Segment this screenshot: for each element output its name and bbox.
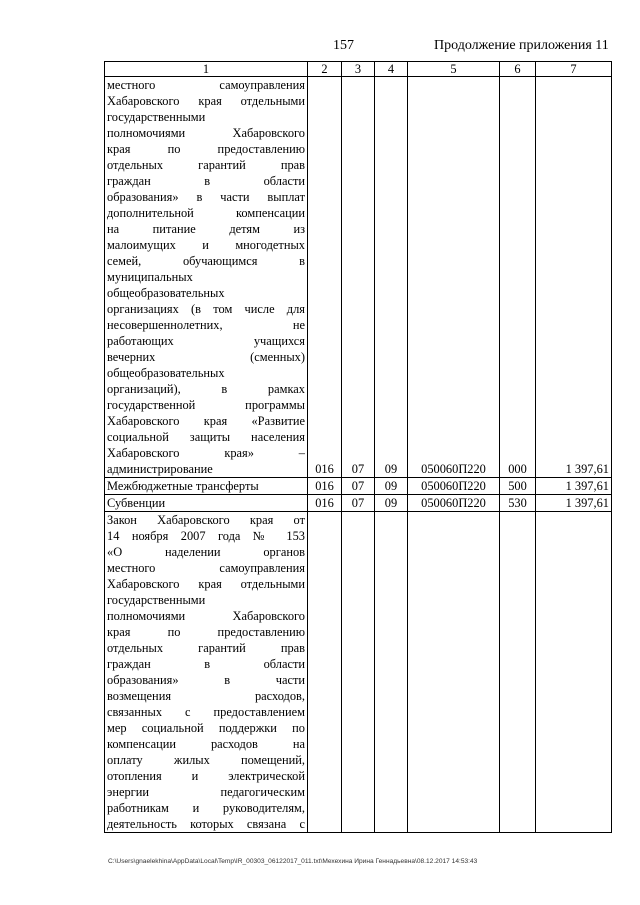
row-name-line: работающих учащихся [107, 334, 305, 348]
row-name-line: малоимущих и многодетных [107, 238, 305, 252]
row-name-line: края по предоставлению [107, 625, 305, 639]
table-row [105, 478, 612, 495]
section-code-cell [342, 512, 375, 833]
row-name-line: администрирование [107, 462, 213, 476]
row-name-line: организаций), в рамках [107, 382, 305, 396]
row-name-line: отопления и электрической [107, 769, 305, 783]
row-name-line: деятельность которых связана с [107, 817, 305, 831]
ministry-code-cell [308, 512, 342, 833]
row-name-line: государственной программы [107, 398, 305, 412]
row-name-line: Хабаровского края «Развитие [107, 414, 305, 428]
table-row [105, 495, 612, 512]
target-article-cell: 050060П220 [408, 495, 500, 512]
row-name-line: 14 ноября 2007 года № 153 [107, 529, 305, 543]
row-name-line: отдельных гарантий прав [107, 641, 305, 655]
row-name-line: граждан в области [107, 657, 305, 671]
row-name-line: муниципальных [107, 270, 193, 284]
row-name-cell [105, 495, 308, 512]
row-name-cell [105, 512, 308, 833]
row-name-line: Субвенции [107, 496, 166, 510]
target-article-cell: 050060П220 [408, 478, 500, 495]
ministry-code-cell: 016 [308, 495, 342, 512]
subsection-code-cell: 09 [375, 495, 408, 512]
section-code-cell: 07 [342, 495, 375, 512]
row-name-line: образования» в части [107, 673, 305, 687]
expense-type-cell: 530 [500, 495, 536, 512]
subsection-code-cell: 09 [375, 77, 408, 478]
amount-cell: 1 397,61 [536, 478, 612, 495]
table-row [105, 77, 612, 478]
expense-type-cell: 500 [500, 478, 536, 495]
section-code-cell: 07 [342, 478, 375, 495]
row-name-line: Закон Хабаровского края от [107, 513, 305, 527]
row-name-line: Хабаровского края отдельными [107, 94, 305, 108]
continuation-label: Продолжение приложения 11 [434, 38, 609, 53]
row-name-line: социальной защиты населения [107, 430, 305, 444]
row-name-line: отдельных гарантий прав [107, 158, 305, 172]
row-name-line: граждан в области [107, 174, 305, 188]
budget-table [104, 61, 612, 833]
row-name-line: Хабаровского края» – [107, 446, 305, 460]
expense-type-cell [500, 512, 536, 833]
row-name-line: возмещения расходов, [107, 689, 305, 703]
expense-type-cell: 000 [500, 77, 536, 478]
column-header: 5 [408, 62, 500, 77]
row-name-line: полномочиями Хабаровского [107, 126, 305, 140]
row-name-line: местного самоуправления [107, 78, 305, 92]
row-name-line: вечерних (сменных) [107, 350, 305, 364]
column-header: 3 [342, 62, 375, 77]
row-name-line: образования» в части выплат [107, 190, 305, 204]
column-header: 7 [536, 62, 612, 77]
row-name-line: на питание детям из [107, 222, 305, 236]
row-name-line: местного самоуправления [107, 561, 305, 575]
page-number: 157 [333, 38, 354, 53]
subsection-code-cell [375, 512, 408, 833]
row-name-line: общеобразовательных [107, 286, 225, 300]
row-name-line: дополнительной компенсации [107, 206, 305, 220]
row-name-line: работникам и руководителям, [107, 801, 305, 815]
section-code-cell: 07 [342, 77, 375, 478]
row-name-line: государственными [107, 593, 206, 607]
column-header: 1 [105, 62, 308, 77]
row-name-line: общеобразовательных [107, 366, 225, 380]
amount-cell: 1 397,61 [536, 77, 612, 478]
row-name-line: Хабаровского края отдельными [107, 577, 305, 591]
column-header: 4 [375, 62, 408, 77]
row-name-line: государственными [107, 110, 206, 124]
subsection-code-cell: 09 [375, 478, 408, 495]
table-row [105, 512, 612, 833]
ministry-code-cell: 016 [308, 478, 342, 495]
row-name-cell [105, 77, 308, 478]
row-name-line: компенсации расходов на [107, 737, 305, 751]
row-name-line: оплату жилых помещений, [107, 753, 305, 767]
row-name-line: семей, обучающимся в [107, 254, 305, 268]
row-name-line: Межбюджетные трансферты [107, 479, 259, 493]
row-name-line: связанных с предоставлением [107, 705, 305, 719]
amount-cell: 1 397,61 [536, 495, 612, 512]
amount-cell [536, 512, 612, 833]
target-article-cell: 050060П220 [408, 77, 500, 478]
column-header: 6 [500, 62, 536, 77]
ministry-code-cell: 016 [308, 77, 342, 478]
file-path-footer: C:\Users\gnaelekhina\AppData\Local\Temp\IR_00303_06122017_011.txt\Мехехина Ирина Геннадьевна\08.12.2017 14:53:43 [108, 858, 478, 865]
row-name-line: энергии педагогическим [107, 785, 305, 799]
row-name-line: несовершеннолетних, не [107, 318, 305, 332]
row-name-line: полномочиями Хабаровского [107, 609, 305, 623]
row-name-line: «О наделении органов [107, 545, 305, 559]
target-article-cell [408, 512, 500, 833]
row-name-line: края по предоставлению [107, 142, 305, 156]
column-header: 2 [308, 62, 342, 77]
row-name-line: мер социальной поддержки по [107, 721, 305, 735]
column-numbers-row [105, 62, 612, 77]
row-name-line: организациях (в том числе для [107, 302, 305, 316]
row-name-cell [105, 478, 308, 495]
